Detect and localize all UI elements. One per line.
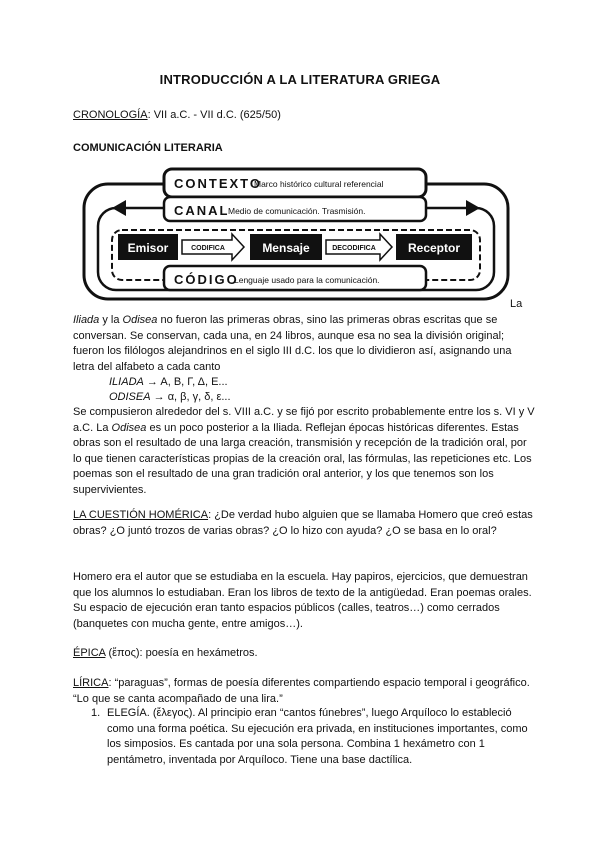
lirica-label: LÍRICA xyxy=(73,677,109,689)
decodifica-label: DECODIFICA xyxy=(332,245,376,252)
canal-title: CANAL xyxy=(174,203,230,218)
composed-part2: es un poco posterior a la Iliada. Reflejan épocas históricas diferentes. Estas obras son el resultado de una larga creación, transmisión y recepción de la tradición oral, por lo que tienen características propias de la creación oral, las fórmulas, las repeticiones etc. Los poemas son el resultado de una gran tradición oral anterior, y los que tenemos son los supervivientes. xyxy=(73,421,532,496)
codigo-desc: Lenguaje usado para la comunicación. xyxy=(234,275,380,285)
cronologia-line xyxy=(73,108,281,123)
list-item-number: 1. xyxy=(91,707,101,719)
iliada-paragraph xyxy=(73,313,535,375)
loop-arrow-right xyxy=(466,200,480,216)
loop-arrow-left xyxy=(112,200,126,216)
comunicacion-heading: COMUNICACIÓN LITERARIA xyxy=(73,142,223,154)
emisor-label: Emisor xyxy=(127,241,169,255)
cronologia-label: CRONOLOGÍA xyxy=(73,109,148,121)
homero-text: Homero era el autor que se estudiaba en la escuela. Hay papiros, ejercicios, que demuestran que los alumnos lo estudiaban. Eran los libros de texto de la antigüedad. Eran poemas orales. Su espacio de ejecución eran tanto espacios públicos (calles, teatros…) como cerrados (banquetes con mucha gente, entre amigos…). xyxy=(73,571,532,630)
cuestion-paragraph xyxy=(73,508,535,539)
after-diagram-word: La xyxy=(510,298,523,310)
composed-paragraph xyxy=(73,405,535,499)
list-item-text: ELEGÍA. (ἔλεγος). Al principio eran “cantos fúnebres”, luego Arquíloco lo estableció como una forma poética. Su ejecución era privada, en instituciones importantes, como los simposios. Es cantada por una sola persona. Combina 1 hexámetro con 1 pentámetro, inventada por Arquíloco. Tiene una base dactílica. xyxy=(107,707,528,766)
list-item xyxy=(91,706,531,768)
mensaje-label: Mensaje xyxy=(262,241,310,255)
lirica-text: : “paraguas”, formas de poesía diferentes compartiendo espacio temporal i geográfico. “Lo que se canta acompañado de una lira.” xyxy=(73,677,530,705)
iliada-connector: y la xyxy=(99,314,123,326)
lirica-paragraph xyxy=(73,676,535,707)
alphabet-odisea xyxy=(109,390,231,405)
communication-diagram xyxy=(82,164,510,304)
cuestion-text: : ¿De verdad hubo alguien que se llamaba Homero que creó estas obras? ¿O juntó trozos de varias obras? ¿O lo hizo con ayuda? ¿O se basa en lo oral? xyxy=(73,509,533,537)
contexto-title: CONTEXTO xyxy=(174,176,262,191)
alphabet-odisea-value: → α, β, γ, δ, ε... xyxy=(150,391,231,403)
codigo-title: CÓDIGO xyxy=(174,272,239,287)
canal-desc: Medio de comunicación. Trasmisión. xyxy=(228,206,366,216)
alphabet-iliada xyxy=(109,375,228,390)
composed-odisea: Odisea xyxy=(111,421,147,434)
epica-text: (ἔπος): poesía en hexámetros. xyxy=(105,647,258,659)
alphabet-iliada-label: ILIADA xyxy=(109,376,144,388)
epica-label: ÉPICA xyxy=(73,647,106,659)
contexto-desc: Marco histórico cultural referencial xyxy=(254,179,384,189)
receptor-label: Receptor xyxy=(407,241,461,255)
cuestion-label: LA CUESTIÓN HOMÉRICA xyxy=(73,509,209,521)
iliada-title: Iliada xyxy=(73,314,100,326)
epica-line xyxy=(73,646,535,662)
cronologia-value: : VII a.C. - VII d.C. (625/50) xyxy=(147,109,281,121)
odisea-title: Odisea xyxy=(122,314,158,326)
homero-paragraph xyxy=(73,570,535,632)
codifica-label: CODIFICA xyxy=(191,245,225,252)
alphabet-odisea-label: ODISEA xyxy=(109,391,151,403)
alphabet-iliada-value: → A, B, Γ, Δ, E... xyxy=(143,376,228,388)
page-title: INTRODUCCIÓN A LA LITERATURA GRIEGA xyxy=(159,72,441,87)
iliada-rest: no fueron las primeras obras, sino las primeras obras escritas que se conversan. Se conservan, cada una, en 24 libros, aunque esa no sea la división original; fueron los filólogos alejandrinos en el siglo III d.C. los que lo dividieron así, asignando una letra del alfabeto a cada canto xyxy=(73,314,512,373)
composed-part1: Se compusieron alrededor del s. VIII a.C. y se fijó por escrito probablemente entre los s. VI y V a.C. La xyxy=(73,406,535,434)
